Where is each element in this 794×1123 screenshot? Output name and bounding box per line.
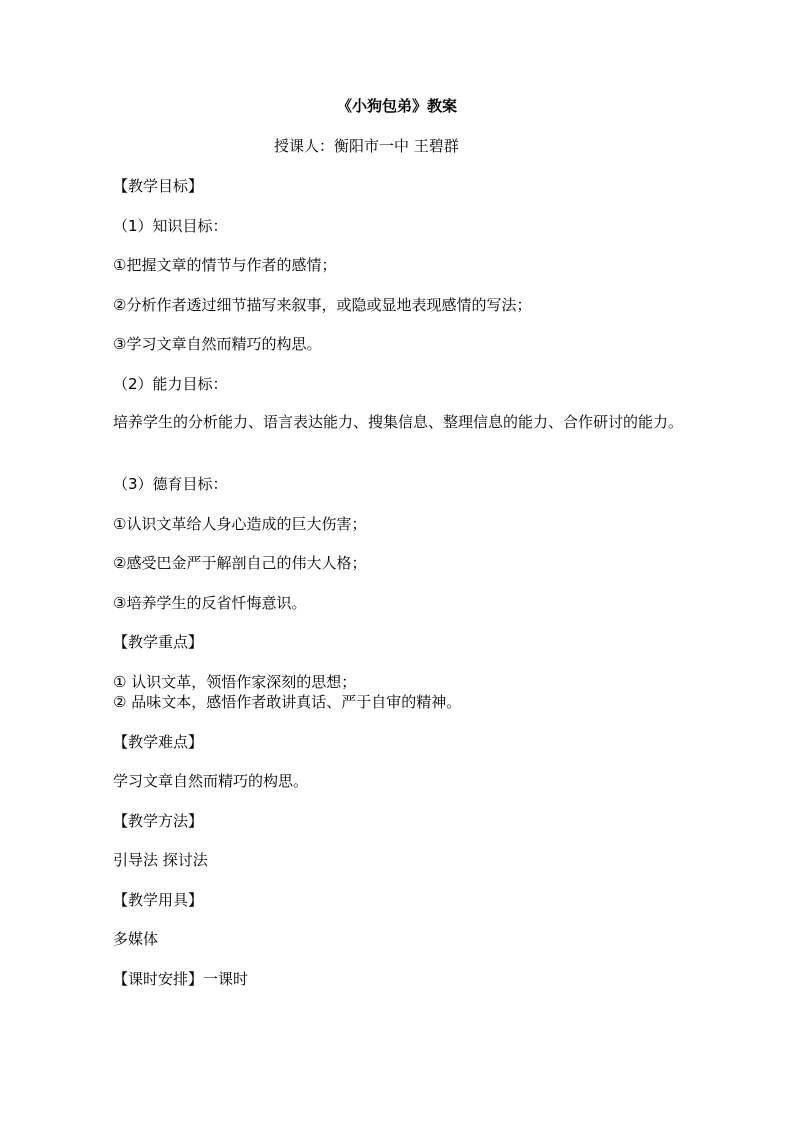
tools-heading: 【教学用具】 bbox=[113, 891, 204, 909]
moral-item-3: ③培养学生的反省忏悔意识。 bbox=[113, 594, 307, 612]
moral-goals-heading: （3）德育目标： bbox=[113, 475, 228, 493]
key-points-heading: 【教学重点】 bbox=[113, 633, 204, 651]
difficulty-text: 学习文章自然而精巧的构思。 bbox=[113, 772, 309, 790]
method-text: 引导法 探讨法 bbox=[113, 851, 208, 869]
key-point-item-1: ① 认识文革，领悟作家深刻的思想； bbox=[113, 673, 357, 691]
tools-text: 多媒体 bbox=[113, 930, 159, 948]
knowledge-goals-heading: （1）知识目标： bbox=[113, 217, 228, 235]
knowledge-item-2: ②分析作者透过细节描写来叙事，或隐或显地表现感情的写法； bbox=[113, 296, 532, 314]
ability-goals-heading: （2）能力目标： bbox=[113, 375, 228, 393]
moral-item-2: ②感受巴金严于解剖自己的伟大人格； bbox=[113, 554, 367, 572]
knowledge-item-3: ③学习文章自然而精巧的构思。 bbox=[113, 335, 322, 353]
difficulty-heading: 【教学难点】 bbox=[113, 733, 204, 751]
author-line: 授课人：衡阳市一中 王碧群 bbox=[274, 137, 459, 155]
document-title: 《小狗包弟》教案 bbox=[336, 97, 457, 115]
goals-heading: 【教学目标】 bbox=[113, 177, 204, 195]
key-point-item-2: ② 品味文本，感悟作者敢讲真话、严于自审的精神。 bbox=[113, 693, 462, 711]
moral-item-1: ①认识文革给人身心造成的巨大伤害； bbox=[113, 515, 367, 533]
knowledge-item-1: ①把握文章的情节与作者的感情； bbox=[113, 256, 337, 274]
schedule-line: 【课时安排】一课时 bbox=[113, 970, 249, 988]
method-heading: 【教学方法】 bbox=[113, 812, 204, 830]
ability-goals-text: 培养学生的分析能力、语言表达能力、搜集信息、整理信息的能力、合作研讨的能力。 bbox=[113, 413, 684, 431]
